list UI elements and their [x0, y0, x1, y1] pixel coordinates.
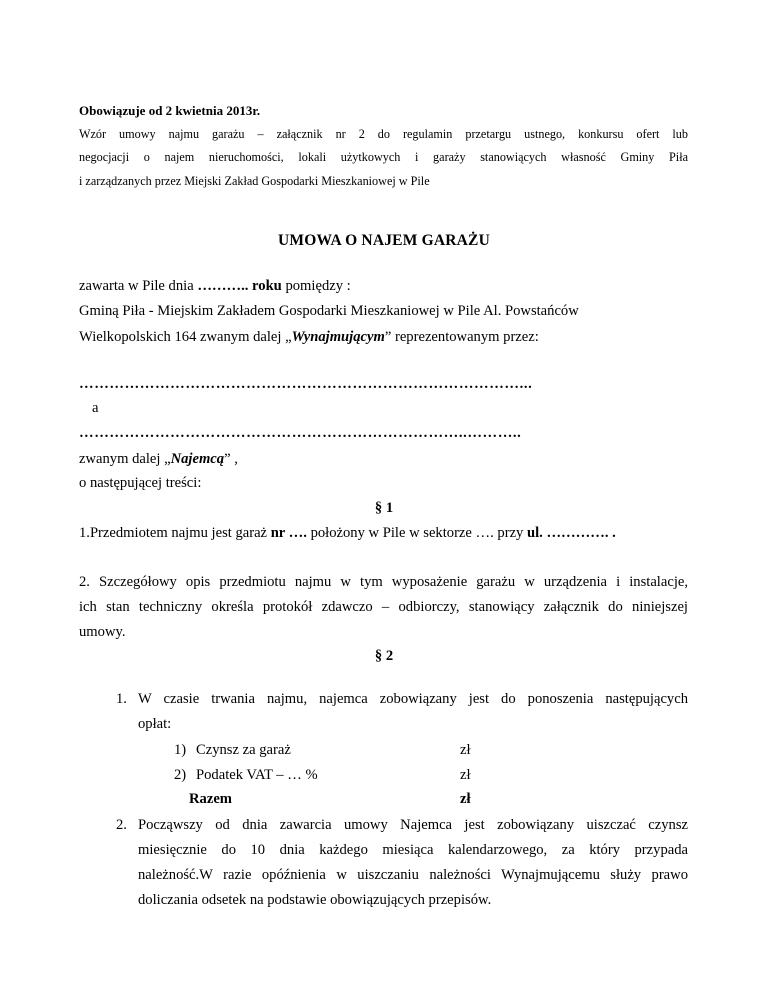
- intro-line-5: o następującej treści:: [79, 475, 202, 491]
- intro-text: ” reprezentowanym przez:: [384, 329, 539, 345]
- section-1-heading: § 1: [374, 500, 394, 516]
- representative-placeholder: ……………………………………………………………………………...: [79, 376, 533, 392]
- tenant-term: Najemcą: [170, 451, 225, 467]
- conjunction-a: a: [92, 400, 99, 416]
- item-1-number: 1.: [116, 691, 127, 707]
- header-desc-line-1: Wzór umowy najmu garażu – załącznik nr 2 do regulamin przetargu ustnego, konkursu ofert lub: [79, 127, 688, 141]
- section-1-paragraph-2-line-3: umowy.: [79, 624, 126, 640]
- intro-line-3: [79, 329, 539, 346]
- header-desc-line-3: i zarządzanych przez Miejski Zakład Gospodarki Mieszkaniowej w Pile: [79, 174, 430, 188]
- garage-number-placeholder: nr ….: [270, 525, 307, 541]
- street-placeholder: ul. …………. .: [527, 525, 616, 541]
- fee-total-unit: zł: [460, 791, 471, 807]
- item-2-line-1: Począwszy od dnia zawarcia umowy Najemca jest zobowiązany uiszczać czynsz: [138, 817, 688, 833]
- item-2-number: 2.: [116, 817, 127, 833]
- landlord-term: Wynajmującym: [291, 329, 385, 345]
- header-desc-line-2: negocjacji o najem nieruchomości, lokali użytkowych i garaży stanowiących własność Gminy Piła: [79, 150, 688, 164]
- intro-text: ” ,: [224, 451, 238, 467]
- tenant-placeholder: …………………………………………………………………..………..: [79, 425, 522, 441]
- fee-row-rent-number: 1): [174, 742, 187, 758]
- intro-text: pomiędzy :: [281, 278, 351, 294]
- paragraph-text: 1.Przedmiotem najmu jest garaż: [79, 525, 271, 541]
- section-1-paragraph-2-line-2: ich stan techniczny określa protokół zdawczo – odbiorczy, stanowiący załącznik do niniejszej: [79, 599, 688, 615]
- item-1-line-1: W czasie trwania najmu, najemca zobowiązany jest do ponoszenia następujących: [138, 691, 688, 707]
- intro-text: zawarta w Pile dnia: [79, 278, 198, 294]
- fee-row-rent-label: Czynsz za garaż: [196, 742, 291, 758]
- section-1-paragraph-1: [79, 525, 616, 542]
- intro-text: zwanym dalej „: [79, 451, 171, 467]
- document-title: UMOWA O NAJEM GARAŻU: [278, 232, 490, 249]
- intro-line-4: [79, 451, 238, 468]
- intro-line-2: Gminą Piła - Miejskim Zakładem Gospodarki Mieszkaniowej w Pile Al. Powstańców: [79, 303, 579, 319]
- fee-total-label: Razem: [189, 791, 232, 807]
- fee-row-vat-number: 2): [174, 767, 187, 783]
- date-placeholder: ……….. roku: [197, 278, 282, 294]
- intro-text: Wielkopolskich 164 zwanym dalej „: [79, 329, 292, 345]
- item-2-line-4: doliczania odsetek na podstawie obowiązujących przepisów.: [138, 892, 492, 908]
- section-2-heading: § 2: [374, 648, 394, 664]
- fee-row-vat-label: Podatek VAT – … %: [196, 767, 318, 783]
- item-2-line-2: miesięcznie do 10 dnia każdego miesiąca kalendarzowego, za który przypada: [138, 842, 688, 858]
- item-1-line-2: opłat:: [138, 716, 172, 732]
- section-1-paragraph-2-line-1: 2. Szczegółowy opis przedmiotu najmu w tym wyposażenie garażu w urządzenia i instalacje,: [79, 574, 688, 590]
- intro-line-1: [79, 278, 351, 295]
- fee-row-rent-unit: zł: [460, 742, 471, 758]
- paragraph-text: położony w Pile w sektorze …. przy: [306, 525, 527, 541]
- fee-row-vat-unit: zł: [460, 767, 471, 783]
- item-2-line-3: należność.W razie opóźnienia w uiszczaniu należności Wynajmującemu służy prawo: [138, 867, 688, 883]
- effective-date: Obowiązuje od 2 kwietnia 2013r.: [79, 103, 261, 118]
